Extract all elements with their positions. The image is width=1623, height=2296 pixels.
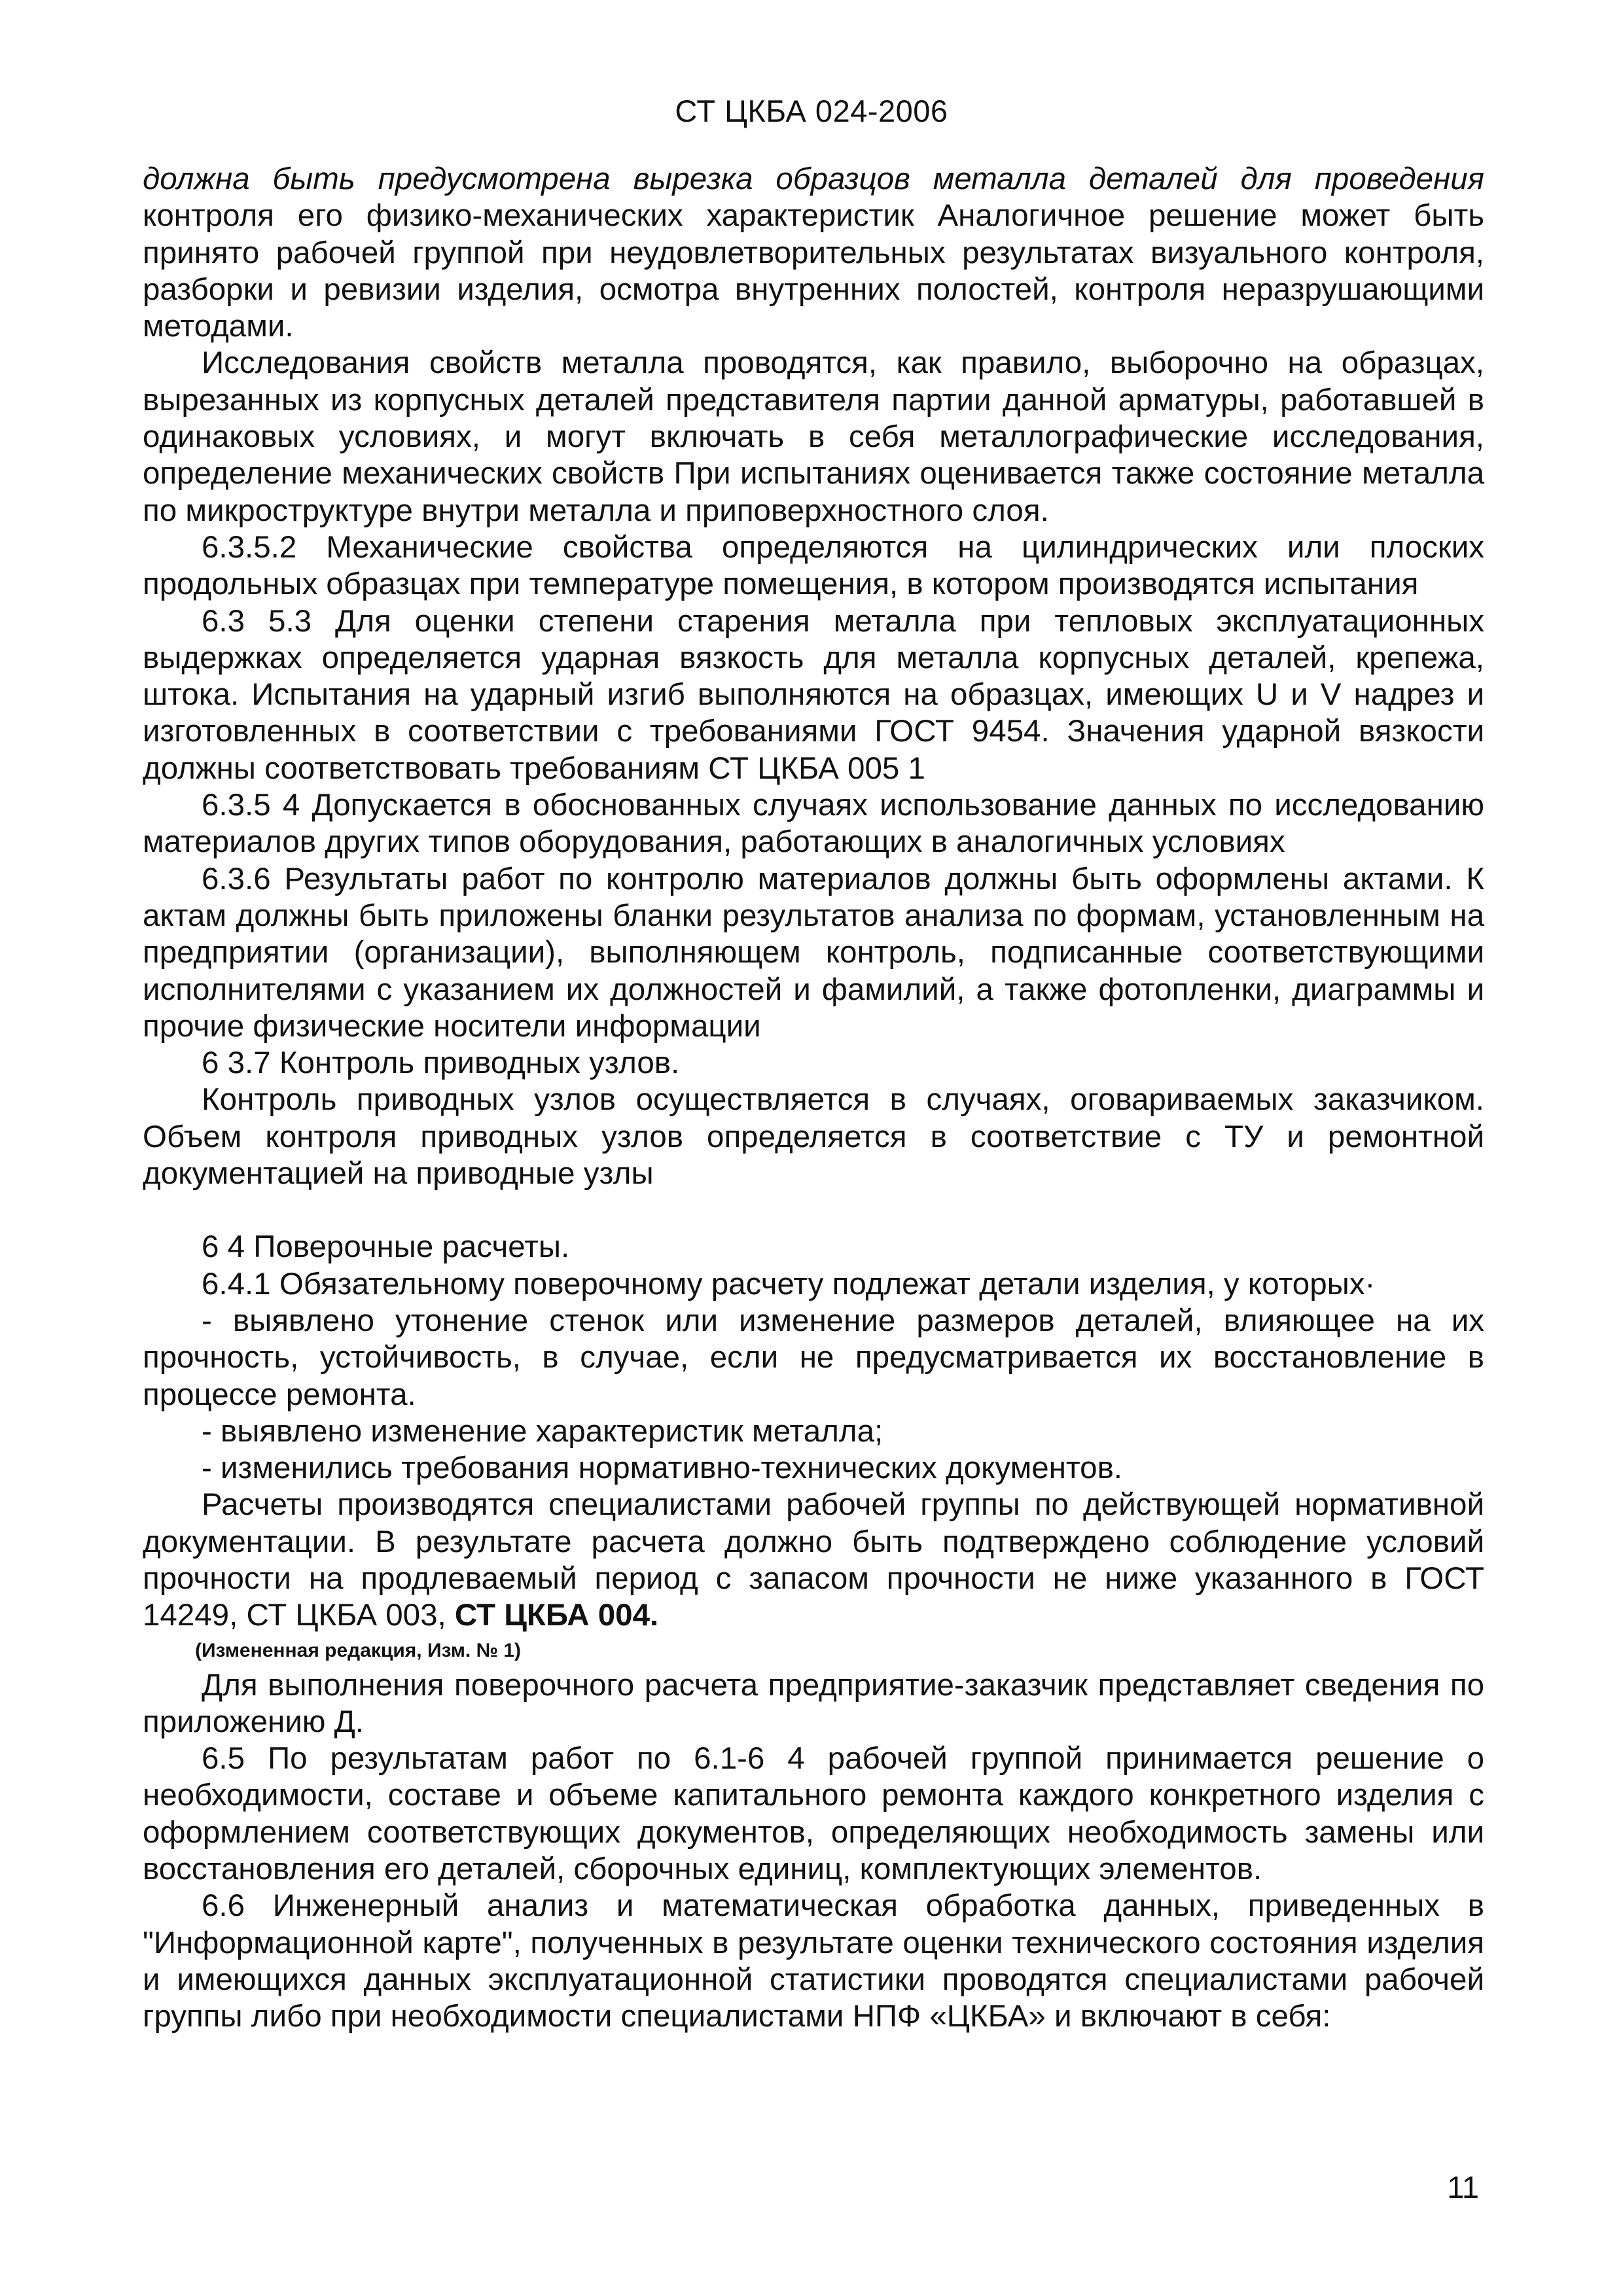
paragraph-6-3-7-heading: 6 3.7 Контроль приводных узлов. [202,1046,680,1081]
paragraph-metal-research: Исследования свойств металла проводятся, как правило, выборочно на образцах, вырезанных из корпусных деталей представителя партии данной арматуры, работавшей в одинаковых условиях, и могут включать в себя металлографические исследования, определение механических свойств При испытаниях оценивается также состояние металла по микроструктуре внутри металла и приповерхностного слоя. [143,345,1484,528]
list-item-metal-change: - выявлено изменение характеристик металла; [202,1413,883,1449]
paragraph-6-4-1: 6.4.1 Обязательному поверочному расчету подлежат детали изделия, у которых· [202,1266,1376,1301]
paragraph-6-3-5-4: 6.3.5 4 Допускается в обоснованных случаях использование данных по исследованию материалов других типов оборудования, работающих в аналогичных условиях [143,788,1484,860]
paragraph-6-3-5-3: 6.3 5.3 Для оценки степени старения металла при тепловых эксплуатационных выдержках определяется ударная вязкость для металла корпусных деталей, крепежа, штока. Испытания на ударный изгиб выполняются на образцах, имеющих U и V надрез и изготовленных в соответствии с требованиями ГОСТ 9454. Значения ударной вязкости должны соответствовать требованиям СТ ЦКБА 005 1 [143,603,1484,786]
paragraph-6-3-5-2: 6.3.5.2 Механические свойства определяются на цилиндрических или плоских продольных образцах при температуре помещения, в котором производятся испытания [143,529,1484,602]
calculations-text: Расчеты производятся специалистами рабочей группы по действующей нормативной документации. В результате расчета должно быть подтверждено соблюдение условий прочности на продлеваемый период с запасом прочности не ниже указанного в ГОСТ 14249, СТ ЦКБА 003, [143,1487,1484,1633]
paragraph-continuation: контроля его физико-механических характеристик Аналогичное решение может быть принято рабочей группой при неудовлетворительных результатах визуального контроля, разборки и ревизии изделия, осмотра внутренних полостей, контроля неразрушающими методами. [143,198,1484,344]
blank-line [143,1192,1484,1229]
paragraph-continuation-first-line: должна быть предусмотрена вырезка образцов металла деталей для проведения [143,162,1484,196]
revision-note: (Измененная редакция, Изм. № 1) [195,1639,522,1661]
paragraph-calculations [143,1487,1484,1634]
calculations-bold-standard: СТ ЦКБА 004. [454,1598,659,1633]
paragraph-6-4-heading: 6 4 Поверочные расчеты. [202,1229,570,1265]
document-body [143,161,1484,2036]
page-number: 11 [1447,2170,1479,2204]
list-item-requirements-change: - изменились требования нормативно-технических документов. [202,1451,1123,1486]
paragraph-6-6: 6.6 Инженерный анализ и математическая обработка данных, приведенных в "Информационной карте", полученных в результате оценки технического состояния изделия и имеющихся данных эксплуатационной статистики проводятся специалистами рабочей группы либо при необходимости специалистами НПФ «ЦКБА» и включают в себя: [143,1888,1484,2034]
list-item-thinning: - выявлено утонение стенок или изменение размеров деталей, влияющее на их прочность, устойчивость, в случае, если не предусматривается их восстановление в процессе ремонта. [143,1303,1484,1412]
paragraph-6-5: 6.5 По результатам работ по 6.1-6 4 рабочей группой принимается решение о необходимости, составе и объеме капитального ремонта каждого конкретного изделия с оформлением соответствующих документов, определяющих необходимость замены или восстановления его деталей, сборочных единиц, комплектующих элементов. [143,1741,1484,1887]
paragraph-drive-control: Контроль приводных узлов осуществляется в случаях, оговариваемых заказчиком. Объем контроля приводных узлов определяется в соответствие с ТУ и ремонтной документацией на приводные узлы [143,1082,1484,1192]
document-header: СТ ЦКБА 024-2006 [675,94,948,128]
paragraph-appendix-d: Для выполнения поверочного расчета предприятие-заказчик представляет сведения по приложению Д. [143,1667,1484,1739]
paragraph-6-3-6: 6.3.6 Результаты работ по контролю материалов должны быть оформлены актами. К актам должны быть приложены бланки результатов анализа по формам, установленным на предприятии (организации), выполняющем контроль, подписанные соответствующими исполнителями с указанием их должностей и фамилий, а также фотопленки, диаграммы и прочие физические носители информации [143,861,1484,1044]
